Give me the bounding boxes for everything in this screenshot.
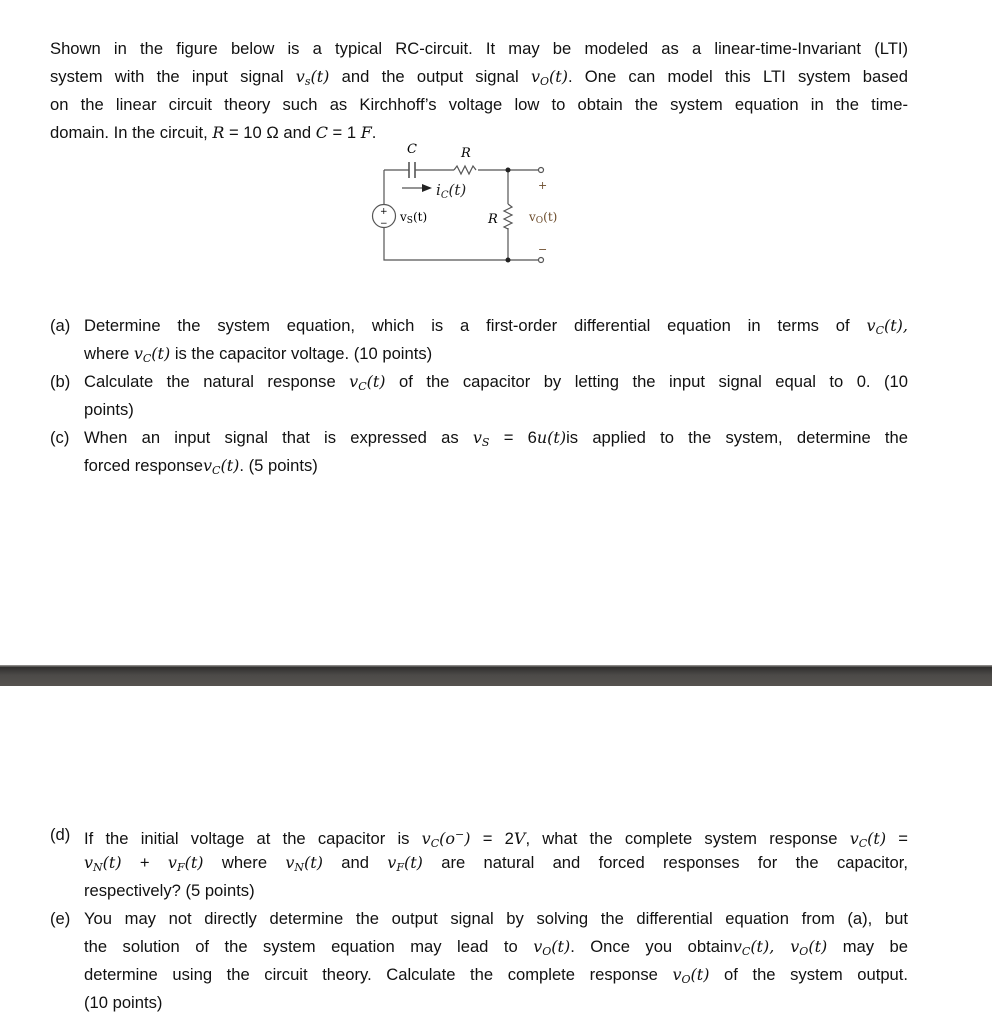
text-segment: When an input signal that is expressed as [84,428,473,447]
math-segment: (t) [808,937,828,956]
math-segment: (t), [884,316,908,335]
math-segment: S [481,436,490,449]
text-segment: You may not directly determine the output signal by solving the differential equation from (a), but [84,909,908,928]
text-segment: . Once you obtain [570,937,733,956]
math-segment: s [304,75,311,88]
text-segment: Calculate the natural response [84,372,350,391]
rc-circuit-diagram [362,137,572,272]
shunt-resistor-label: R [488,212,498,227]
text-line [84,396,908,424]
math-segment: C [741,945,751,958]
text-segment: where [203,853,286,872]
math-segment: (t), v [750,937,800,956]
text-line [84,340,908,368]
math-segment: v [203,456,213,475]
series-resistor-symbol [454,166,476,174]
math-segment: R [212,123,225,142]
text-line [50,63,908,91]
math-segment: v [732,937,742,956]
text-line [84,849,908,877]
text-segment: is the capacitor voltage. (10 points) [170,344,433,363]
math-segment: v [866,316,876,335]
text-segment: where [84,344,134,363]
text-segment: . [371,123,377,142]
math-segment: (t) [184,853,204,872]
math-segment: V [513,829,526,848]
math-segment: v [167,853,177,872]
math-segment: v [387,853,397,872]
math-segment: v [472,428,482,447]
math-segment: (t) [690,965,710,984]
text-segment: . One can model this LTI system based [567,67,908,86]
text-line [84,961,908,989]
text-segment: Shown in the figure below is a typical RC-circuit. It may be modeled as a linear-time-Invariant (LTI) [50,39,908,58]
source-label: vS(t) [400,210,428,226]
text-line [84,905,908,933]
question-label: (e) [50,909,71,928]
text-segment: and the output signal [329,67,531,86]
math-segment: (t) [551,937,571,956]
source-plus-sign: + [380,207,388,217]
math-segment: v [672,965,682,984]
series-resistor-label: R [461,146,471,161]
junction-node [506,258,511,263]
math-segment: O [799,945,809,958]
math-segment: (t) [220,456,240,475]
output-plus-sign: + [538,179,548,192]
math-segment: ) [464,829,471,848]
math-segment: C [430,837,440,849]
text-segment: (10 points) [84,993,163,1012]
math-segment: v [133,344,143,363]
text-segment: forced response [84,456,203,475]
text-line [84,368,908,396]
math-segment: C [875,324,884,337]
text-segment: determine using the circuit theory. Calculate the complete response [84,965,673,984]
math-segment: v [533,937,543,956]
question-label: (b) [50,372,71,391]
text-segment: of the system output. [709,965,908,984]
text-segment: + [121,853,168,872]
question-text [84,424,908,480]
math-segment: C [212,464,221,477]
math-segment: O [539,75,550,88]
text-segment: , what the complete system response [525,829,850,848]
text-line [84,312,908,340]
junction-node [506,168,511,173]
shunt-resistor-symbol [504,204,512,229]
math-segment: (t) [366,372,386,391]
output-terminal-minus [539,258,544,263]
text-segment: respectively? (5 points) [84,881,255,900]
text-segment: domain. In the circuit, [50,123,213,142]
text-segment: = 1 [327,123,361,142]
math-segment: C [142,352,152,365]
text-segment: = [886,829,908,848]
math-segment: (t) [403,853,423,872]
text-segment: the solution of the system equation may lead to [84,937,534,956]
math-segment: (t) [151,344,171,363]
math-segment: F [360,123,372,142]
math-segment: u(t) [536,428,567,447]
question-label: (a) [50,316,71,335]
math-segment: (t) [304,853,323,872]
math-segment: − [455,828,465,841]
math-segment: v [285,853,295,872]
math-segment: O [681,973,691,986]
question-e [50,905,908,1017]
text-line [84,424,908,452]
math-segment: v [530,67,540,86]
question-a [50,312,908,368]
math-segment: (t) [549,67,568,86]
math-segment: (t) [310,67,330,86]
text-line [50,91,908,119]
text-line [84,452,908,480]
text-segment: points) [84,400,134,419]
intro-paragraph [50,35,908,147]
question-text [84,312,908,368]
math-segment: (t) [102,853,122,872]
question-label: (c) [50,428,70,447]
math-segment: v [349,372,359,391]
text-line [84,989,908,1017]
question-text [84,821,908,905]
current-arrow-icon [422,184,432,192]
math-segment: F [176,861,185,874]
math-segment: C [858,837,868,849]
math-segment: N [294,861,305,874]
math-segment: O [542,945,552,958]
question-d [50,821,908,905]
text-segment: are natural and forced responses for the capacitor, [422,853,908,872]
output-terminal-plus [539,168,544,173]
math-segment: N [93,861,103,874]
text-line [50,35,908,63]
text-segment: Determine the system equation, which is a first-order differential equation in terms of [84,316,867,335]
question-text [84,368,908,424]
text-segment: is applied to the system, determine the [566,428,908,447]
current-label: $i_C(t)$ [436,181,467,201]
text-segment: and [278,123,316,142]
text-segment: = 2 [470,829,514,848]
text-segment: system with the input signal [50,67,296,86]
output-label: vO(t) [529,210,558,226]
question-label: (d) [50,825,71,844]
source-minus-sign: − [380,219,388,229]
math-segment: F [396,861,404,874]
question-c [50,424,908,480]
math-segment: v [295,67,305,86]
question-text [84,905,908,1017]
text-segment: may be [827,937,908,956]
text-segment: on the linear circuit theory such as Kirchhoff’s voltage low to obtain the system equation in the time- [50,95,908,114]
text-segment: . (5 points) [239,456,318,475]
text-line [84,821,908,849]
math-segment: C [315,123,328,142]
capacitor-label: C [407,142,417,157]
text-segment: If the initial voltage at the capacitor is [84,829,422,848]
output-minus-sign: − [538,243,548,256]
text-line [84,877,908,905]
capacitor-symbol [409,162,415,178]
text-segment: = 10 Ω [224,123,279,142]
math-segment: (t) [867,829,887,848]
math-segment: C [358,380,367,393]
math-segment: v [84,853,94,872]
page-divider-bar [0,665,992,686]
math-segment: (o [439,829,456,848]
math-segment: v [849,829,859,848]
text-segment: of the capacitor by letting the input signal equal to 0. (10 [385,372,908,391]
text-line [84,933,908,961]
text-segment: = 6 [489,428,537,447]
question-b [50,368,908,424]
text-segment: and [322,853,388,872]
math-segment: v [421,829,431,848]
